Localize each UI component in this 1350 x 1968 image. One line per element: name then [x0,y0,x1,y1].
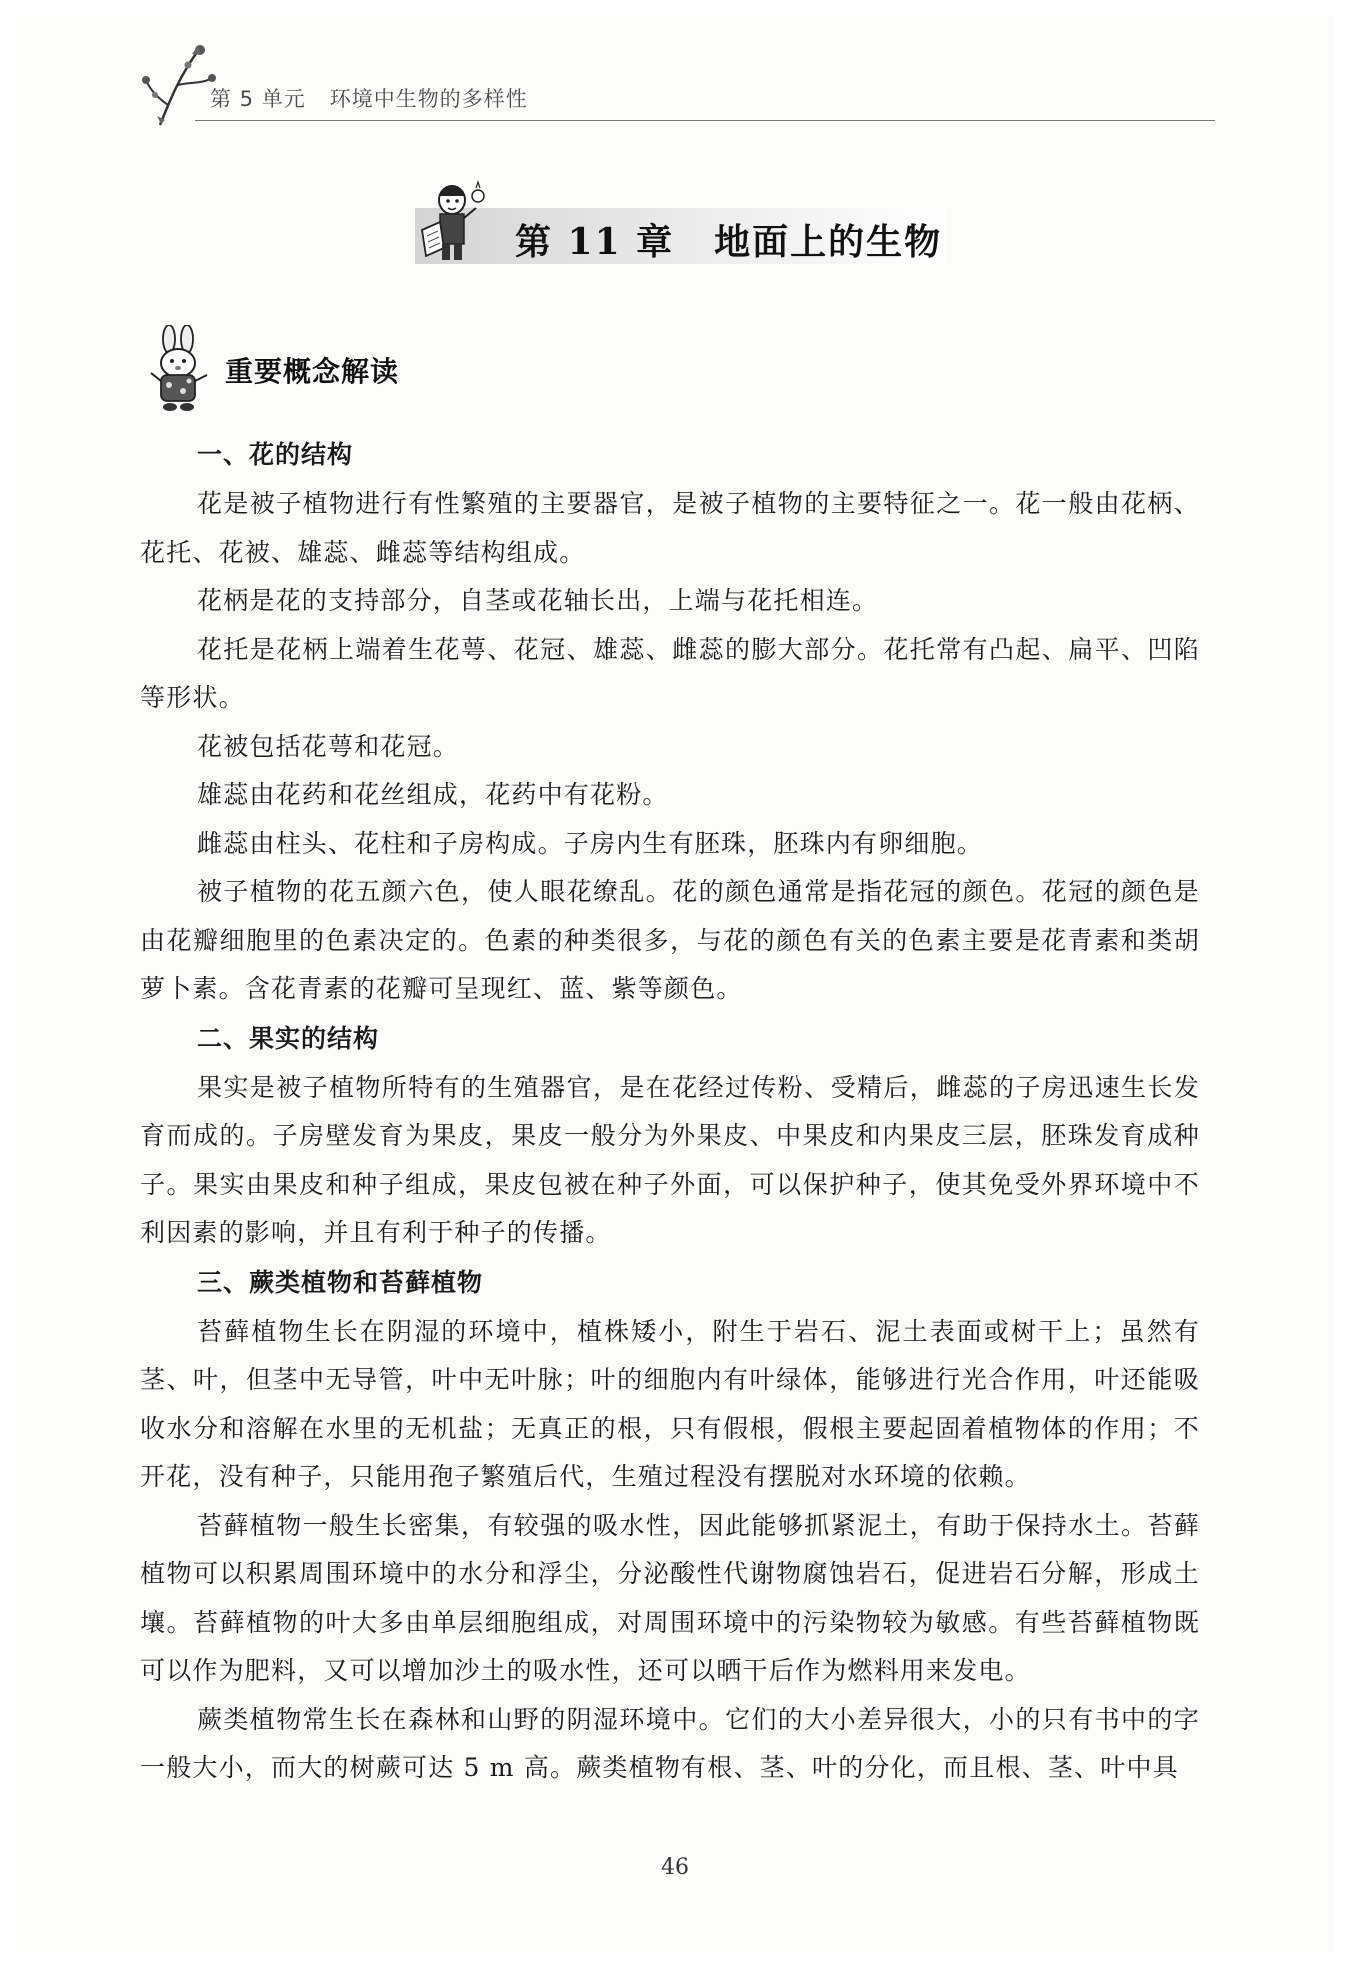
rabbit-mascot-icon [145,325,215,413]
chapter-name: 地面上的生物 [714,221,943,263]
subsection-heading: 三、蕨类植物和苔藓植物 [197,1267,484,1297]
paragraph: 果实是被子植物所特有的生殖器官，是在花经过传粉、受精后，雌蕊的子房迅速生长发育而成的。子房壁发育为果皮，果皮一般分为外果皮、中果皮和内果皮三层，胚珠发育成种子。果实由果皮和种子组成，果皮包被在种子外面，可以保护种子，使其免受外界环境中不利因素的影响，并且有利于种子的传播。 [140,1072,1200,1247]
paragraph: 苔藓植物一般生长密集，有较强的吸水性，因此能够抓紧泥土，有助于保持水土。苔藓植物可以积累周围环境中的水分和浮尘，分泌酸性代谢物腐蚀岩石，促进岩石分解，形成土壤。苔藓植物的叶大多由单层细胞组成，对周围环境中的污染物较为敏感。有些苔藓植物既可以作为肥料，又可以增加沙土的吸水性，还可以晒干后作为燃料用来发电。 [140,1510,1200,1685]
header-unit-title: 环境中生物的多样性 [329,87,528,111]
main-content [140,430,1200,1793]
subsection-heading: 一、花的结构 [197,440,354,469]
paragraph: 雌蕊由柱头、花柱和子房构成。子房内生有胚珠，胚珠内有卵细胞。 [197,828,984,858]
header-unit: 第 5 单元 [210,87,306,111]
chapter-title [515,214,942,265]
student-reading-icon [410,178,490,268]
page-number: 46 [661,1855,689,1880]
subsection-heading: 二、果实的结构 [197,1023,380,1053]
header-unit-label [210,83,528,113]
paragraph: 花是被子植物进行有性繁殖的主要器官，是被子植物的主要特征之一。花一般由花柄、花托、花被、雄蕊、雌蕊等结构组成。 [140,489,1200,567]
paragraph: 花托是花柄上端着生花萼、花冠、雄蕊、雌蕊的膨大部分。花托常有凸起、扁平、凹陷等形状。 [140,634,1200,712]
paragraph: 雄蕊由花药和花丝组成，花药中有花粉。 [197,780,669,809]
flower-branch-icon [140,40,220,130]
paragraph: 花被包括花萼和花冠。 [197,731,460,761]
header-rule [195,120,1215,121]
running-header [135,40,1215,130]
paragraph: 花柄是花的支持部分，自茎或花轴长出，上端与花托相连。 [197,586,879,615]
section-title: 重要概念解读 [225,355,400,388]
paragraph: 苔藓植物生长在阴湿的环境中，植株矮小，附生于岩石、泥土表面或树干上；虽然有茎、叶，但茎中无导管，叶中无叶脉；叶的细胞内有叶绿体，能够进行光合作用，叶还能吸收水分和溶解在水里的无机盐；无真正的根，只有假根，假根主要起固着植物体的作用；不开花，没有种子，只能用孢子繁殖后代，生殖过程没有摆脱对水环境的依赖。 [140,1316,1200,1491]
paragraph: 被子植物的花五颜六色，使人眼花缭乱。花的颜色通常是指花冠的颜色。花冠的颜色是由花瓣细胞里的色素决定的。色素的种类很多，与花的颜色有关的色素主要是花青素和类胡萝卜素。含花青素的花瓣可呈现红、蓝、紫等颜色。 [140,877,1200,1003]
chapter-number: 第 11 章 [515,221,675,263]
paragraph: 蕨类植物常生长在森林和山野的阴湿环境中。它们的大小差异很大，小的只有书中的字一般大小，而大的树蕨可达 5 m 高。蕨类植物有根、茎、叶的分化，而且根、茎、叶中具 [140,1704,1200,1782]
